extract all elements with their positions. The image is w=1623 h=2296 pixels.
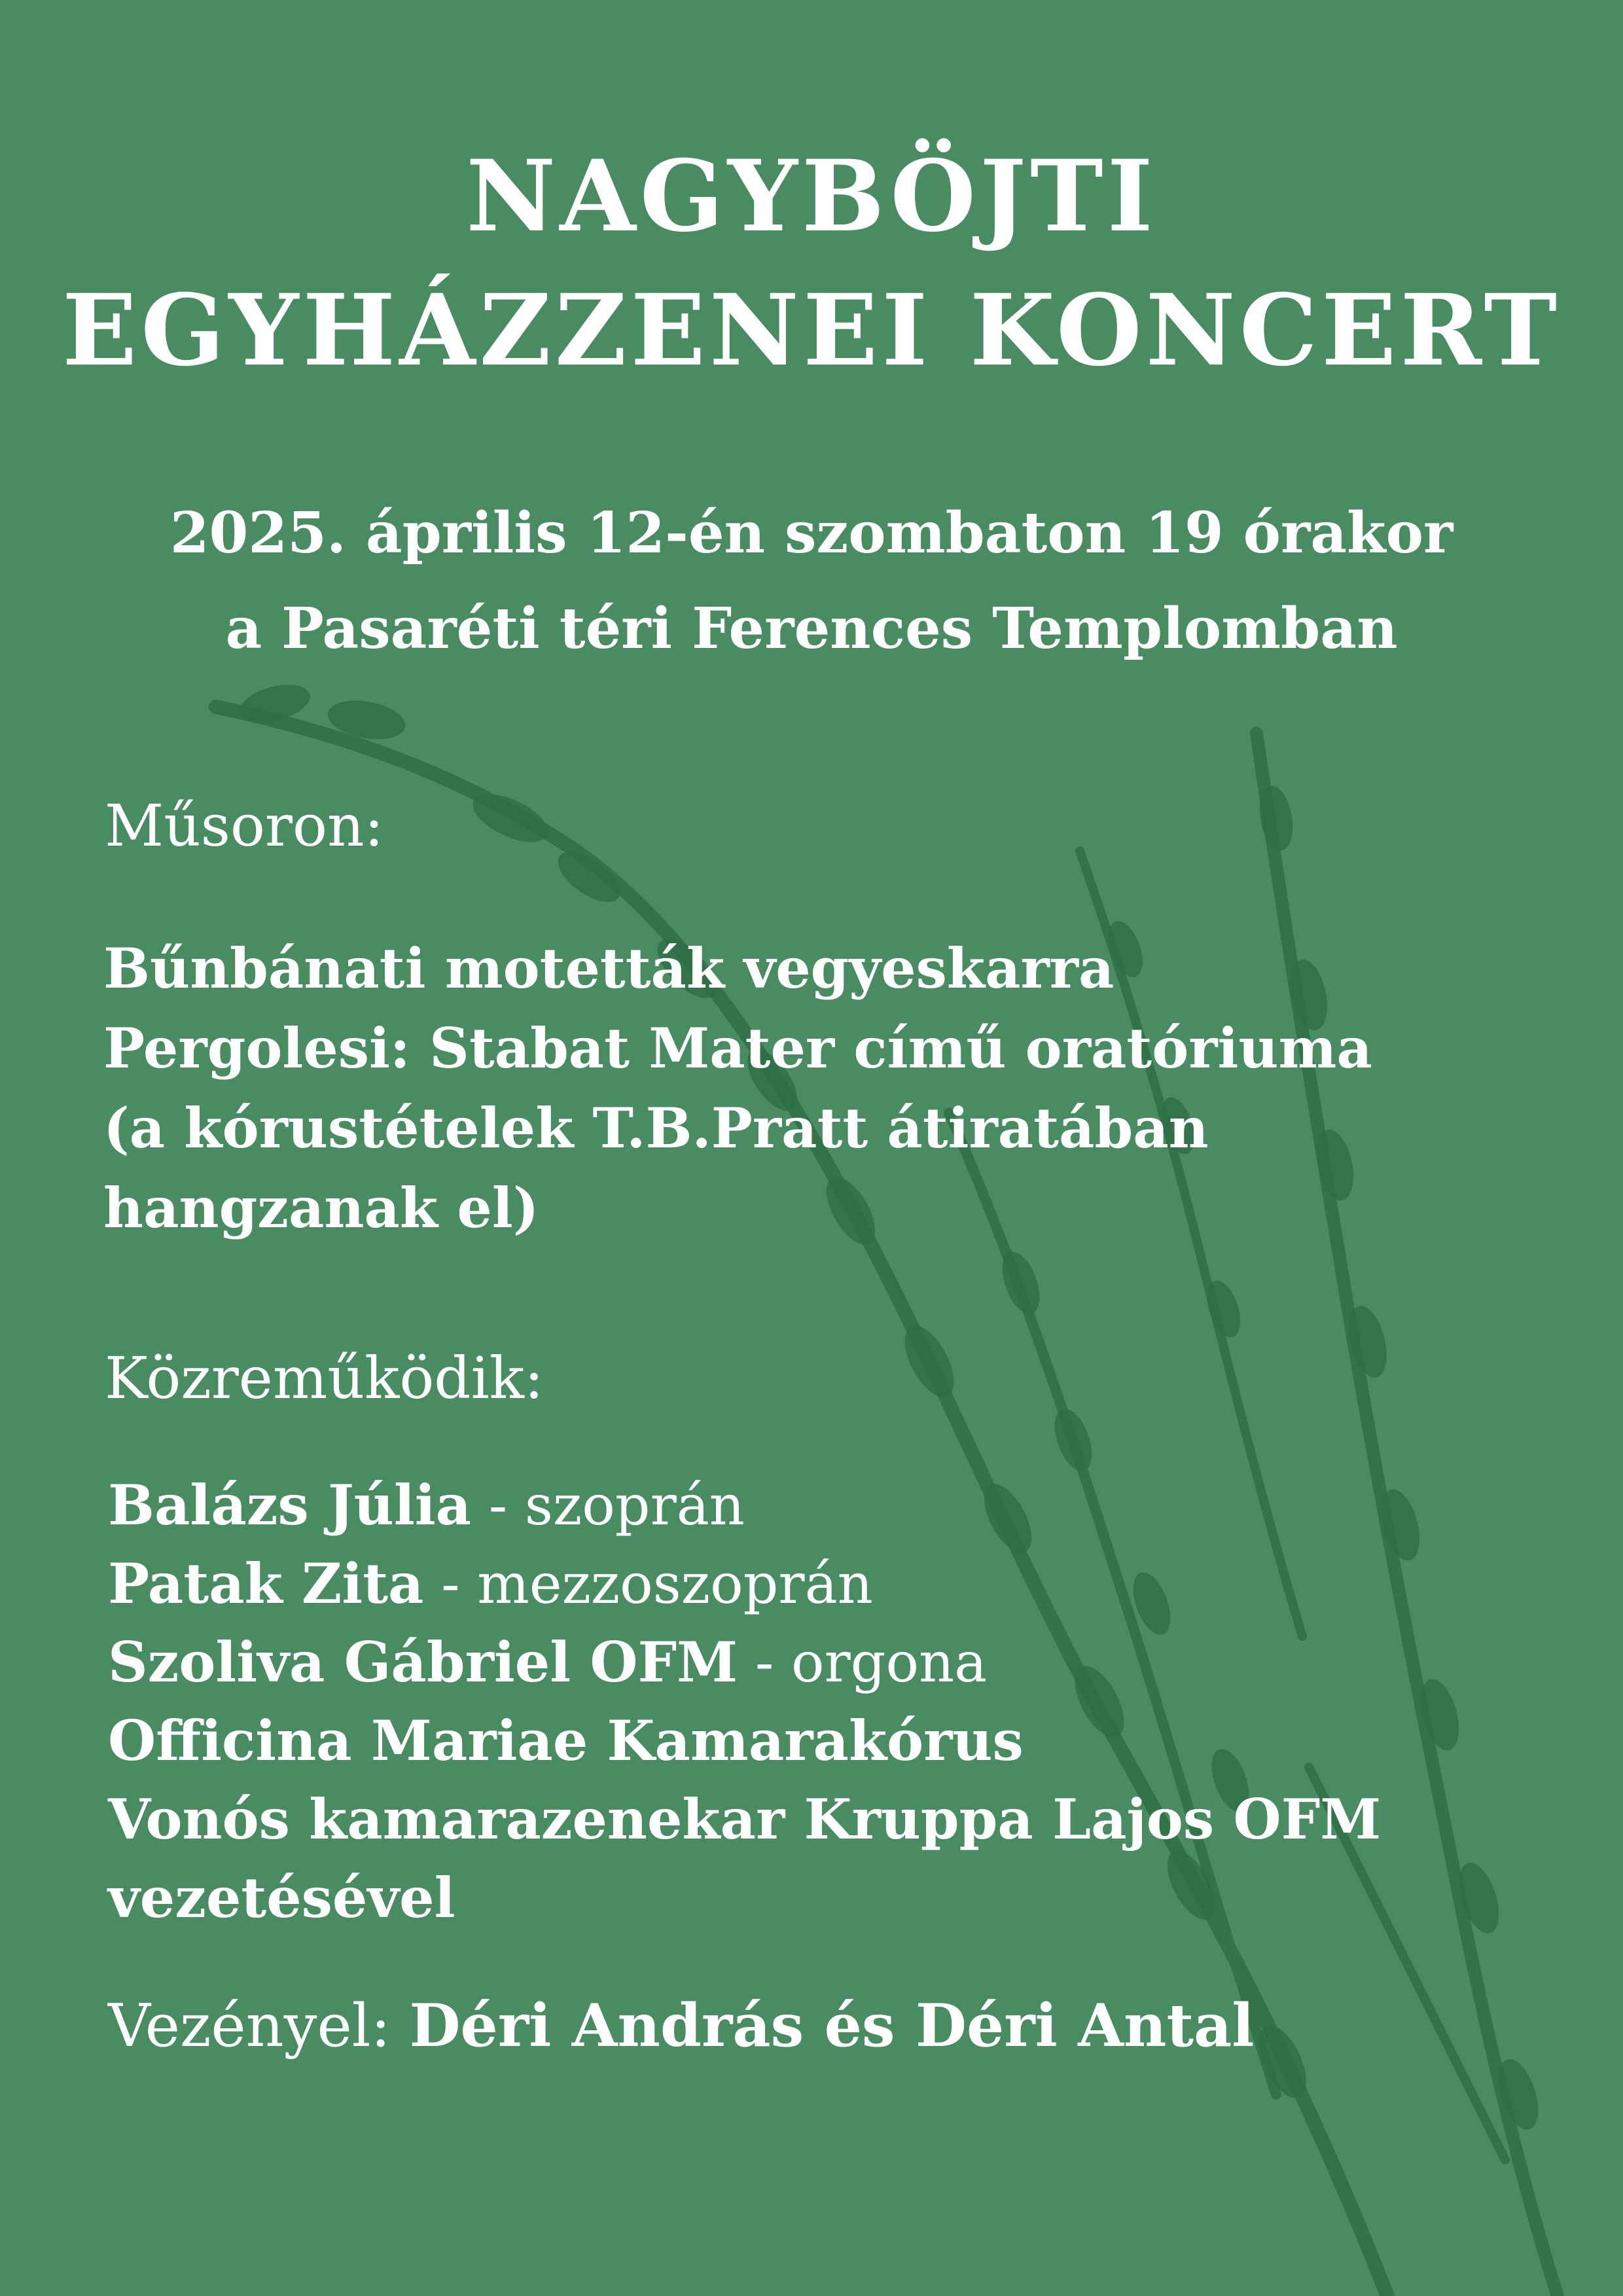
performer-name: Szoliva Gábriel OFM	[108, 1630, 738, 1695]
event-date: 2025. április 12-én szombaton 19 órakor	[169, 500, 1454, 566]
performer-name: Balázs Júlia	[108, 1473, 472, 1537]
performer-name: Vonós kamarazenekar Kruppa Lajos OFM	[108, 1787, 1382, 1852]
performer-line	[108, 1630, 988, 1695]
conductor-line	[108, 1991, 1255, 2060]
performer-line	[108, 1473, 745, 1537]
performer-line	[108, 1865, 455, 1930]
performer-role: - orgona	[738, 1630, 988, 1695]
performer-line	[108, 1708, 1024, 1773]
performer-name: Officina Mariae Kamarakórus	[108, 1708, 1024, 1773]
conductor-names: Déri András és Déri Antal	[409, 1991, 1255, 2060]
program-line: Pergolesi: Stabat Mater című oratóriuma	[103, 1016, 1372, 1081]
event-venue: a Pasaréti téri Ferences Templomban	[225, 596, 1398, 662]
performer-role: - mezzoszoprán	[423, 1552, 873, 1616]
conductor-label: Vezényel:	[108, 1992, 410, 2060]
program-line: hangzanak el)	[103, 1175, 539, 1240]
performer-line	[108, 1551, 873, 1616]
performer-name: Patak Zita	[108, 1551, 424, 1616]
performer-name: vezetésével	[108, 1865, 455, 1930]
performer-role: - szoprán	[471, 1473, 745, 1537]
program-line: Bűnbánati motetták vegyeskarra	[103, 936, 1115, 1001]
title-line-2: EGYHÁZZENEI KONCERT	[62, 273, 1561, 388]
performers-heading: Közreműködik:	[105, 1344, 544, 1412]
title-line-1: NAGYBÖJTI	[466, 139, 1157, 254]
performer-line	[108, 1787, 1382, 1852]
program-line: (a kórustételek T.B.Pratt átiratában	[103, 1096, 1209, 1160]
program-heading: Műsoron:	[105, 792, 384, 859]
